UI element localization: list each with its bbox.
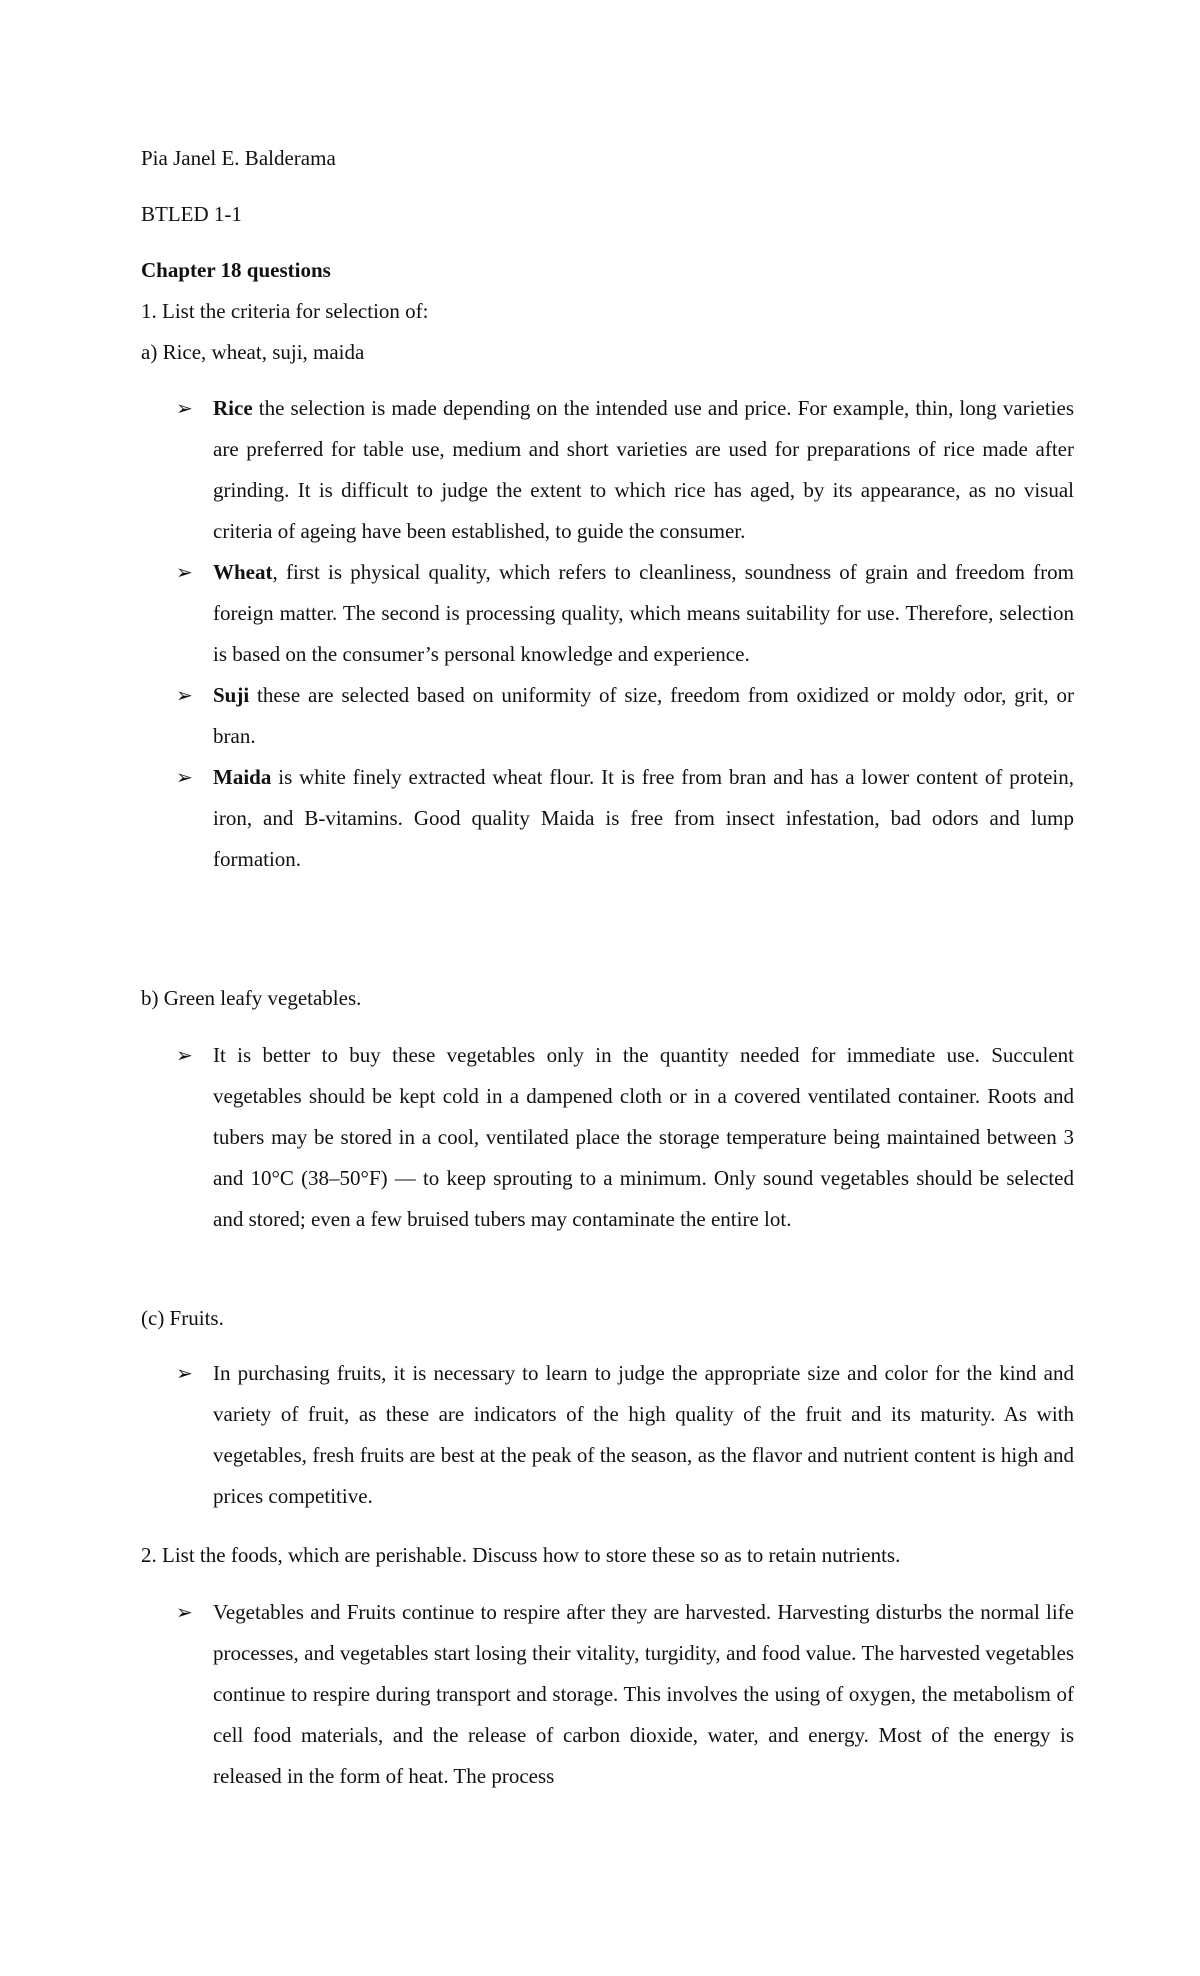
question-1-prompt: 1. List the criteria for selection of: xyxy=(141,299,429,323)
answer-rice-text: the selection is made depending on the intended use and price. For example, thin, long varieties are preferred for table use, medium and short varieties are used for preparations of rice made after grinding. It is difficult to judge the extent to which rice has aged, by its appearance, as no visual criteria of ageing have been established, to guide the consumer. xyxy=(213,396,1074,543)
question-1c-heading: (c) Fruits. xyxy=(141,1306,224,1330)
arrowhead-bullet-icon: ➢ xyxy=(176,396,193,420)
question-2-answer-list xyxy=(176,1592,1074,1797)
term-maida: Maida xyxy=(213,765,272,789)
question-1b-heading: b) Green leafy vegetables. xyxy=(141,986,362,1010)
question-1b-answer-list xyxy=(176,1035,1074,1240)
question-1a-heading: a) Rice, wheat, suji, maida xyxy=(141,340,365,364)
list-item-perishables xyxy=(176,1592,1074,1797)
answer-fruits-text: In purchasing fruits, it is necessary to learn to judge the appropriate size and color for the kind and variety of fruit, as these are indicators of the high quality of the fruit and its maturity. As with vegetables, fresh fruits are best at the peak of the season, as the flavor and nutrient content is high and prices competitive. xyxy=(213,1361,1074,1508)
arrowhead-bullet-icon: ➢ xyxy=(176,560,193,584)
term-suji: Suji xyxy=(213,683,250,707)
class-section: BTLED 1-1 xyxy=(141,202,242,226)
chapter-title: Chapter 18 questions xyxy=(141,258,331,282)
term-wheat: Wheat xyxy=(213,560,273,584)
author-name: Pia Janel E. Balderama xyxy=(141,146,336,170)
list-item-suji xyxy=(176,675,1074,757)
term-rice: Rice xyxy=(213,396,253,420)
question-2-prompt: 2. List the foods, which are perishable. Discuss how to store these so as to retain nutrients. xyxy=(141,1543,901,1567)
arrowhead-bullet-icon: ➢ xyxy=(176,765,193,789)
arrowhead-bullet-icon: ➢ xyxy=(176,683,193,707)
answer-vegetables-text: It is better to buy these vegetables only in the quantity needed for immediate use. Succulent vegetables should be kept cold in a dampened cloth or in a covered ventilated container. Roots and tubers may be stored in a cool, ventilated place the storage temperature being maintained between 3 and 10°C (38–50°F) — to keep sprouting to a minimum. Only sound vegetables should be selected and stored; even a few bruised tubers may contaminate the entire lot. xyxy=(213,1043,1074,1231)
answer-maida-text: is white finely extracted wheat flour. It is free from bran and has a lower content of protein, iron, and B-vitamins. Good quality Maida is free from insect infestation, bad odors and lump formation. xyxy=(213,765,1074,871)
list-item-fruits xyxy=(176,1353,1074,1517)
list-item-rice xyxy=(176,388,1074,552)
arrowhead-bullet-icon: ➢ xyxy=(176,1361,193,1385)
answer-suji-text: these are selected based on uniformity of size, freedom from oxidized or moldy odor, grit, or bran. xyxy=(213,683,1074,748)
list-item-vegetables xyxy=(176,1035,1074,1240)
arrowhead-bullet-icon: ➢ xyxy=(176,1043,193,1067)
answer-wheat-text: , first is physical quality, which refers to cleanliness, soundness of grain and freedom from foreign matter. The second is processing quality, which means suitability for use. Therefore, selection is based on the consumer’s personal knowledge and experience. xyxy=(213,560,1074,666)
question-1a-answer-list xyxy=(176,388,1074,880)
question-1c-answer-list xyxy=(176,1353,1074,1517)
answer-perishables-text: Vegetables and Fruits continue to respire after they are harvested. Harvesting disturbs the normal life processes, and vegetables start losing their vitality, turgidity, and food value. The harvested vegetables continue to respire during transport and storage. This involves the using of oxygen, the metabolism of cell food materials, and the release of carbon dioxide, water, and energy. Most of the energy is released in the form of heat. The process xyxy=(213,1600,1074,1788)
list-item-wheat xyxy=(176,552,1074,675)
list-item-maida xyxy=(176,757,1074,880)
arrowhead-bullet-icon: ➢ xyxy=(176,1600,193,1624)
